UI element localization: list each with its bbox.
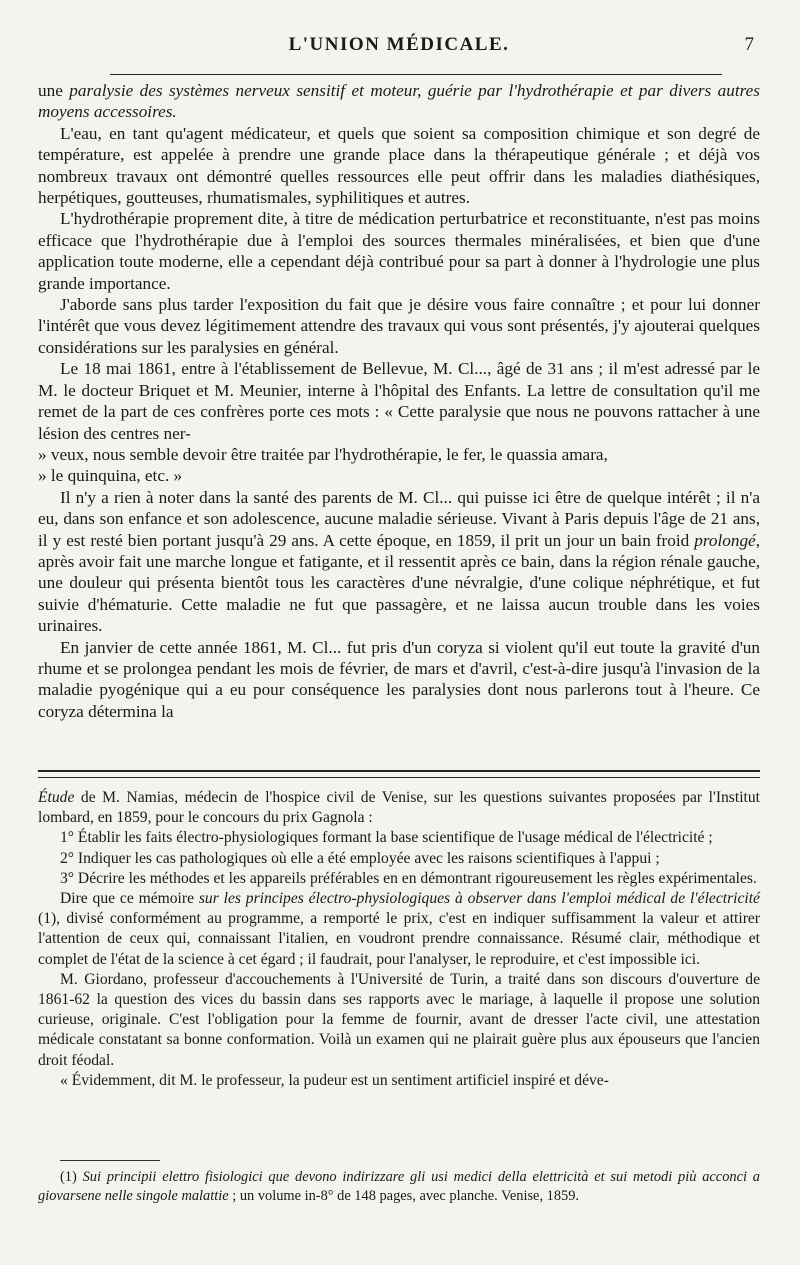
page-header	[38, 34, 760, 64]
page-number: 7	[744, 34, 754, 55]
list-item: 3° Décrire les méthodes et les appareils préférables en en démontrant rigoureusement les règles expérimentales.	[60, 869, 757, 887]
review-section	[38, 788, 760, 1091]
list-item: 1° Établir les faits électro-physiologiques formant la base scientifique de l'usage médical de l'électricité ;	[60, 829, 713, 847]
paragraph: J'aborde sans plus tarder l'exposition du fait que je désire vous faire connaître ; et pour lui donner l'intérêt que vous devez légitimement attendre des travaux qui vous sont présentés, j'y ajouterai quelques considérations sur les paralysies en général.	[38, 295, 760, 357]
running-title: L'UNION MÉDICALE.	[288, 34, 510, 55]
paragraph: Étude de M. Namias, médecin de l'hospice civil de Venise, sur les questions suivantes proposées par l'Institut lombard, en 1859, pour le concours du prix Gagnola :	[38, 789, 760, 827]
header-rule	[110, 74, 722, 75]
paragraph: En janvier de cette année 1861, M. Cl... fut pris d'un coryza si violent qu'il eut toute la gravité d'un rhume et se prolongea pendant les mois de février, de mars et d'avril, c'est-à-dire jusqu'à l'invasion de la maladie pyogénique qui a eu pour conséquence les paralysies dont nous parlerons tout à l'heure. Ce coryza détermina la	[38, 637, 760, 721]
footnote-rule	[60, 1160, 160, 1161]
article-body	[38, 80, 760, 722]
paragraph: « Évidemment, dit M. le professeur, la pudeur est un sentiment artificiel inspiré et déve-	[60, 1071, 609, 1089]
paragraph: une paralysie des systèmes nerveux sensitif et moteur, guérie par l'hydrothérapie et par divers autres moyens accessoires.	[38, 81, 760, 122]
paragraph: Dire que ce mémoire sur les principes électro-physiologiques à observer dans l'emploi médical de l'électricité (1), divisé conformément au programme, a remporté le prix, c'est en indiquer suffisamment la valeur et attirer l'attention de ceux qui, connaissant l'italien, en voudront prendre connaissance. Résumé clair, méthodique et complet de l'état de la science à cet égard ; il faudrait, pour l'analyser, le reproduire, et c'est impossible ici.	[38, 890, 760, 968]
paragraph: L'hydrothérapie proprement dite, à titre de médication perturbatrice et reconstituante, n'est pas moins efficace que l'hydrothérapie due à l'emploi des sources thermales minéralisées, et bien que d'une application toute moderne, elle a cependant déjà contribué pour sa part à donner à l'hydrologie une plus grande importance.	[38, 209, 760, 293]
paragraph: L'eau, en tant qu'agent médicateur, et quels que soient sa composition chimique et son degré de température, est appelée à prendre une grande place dans la thérapeutique générale ; et déjà vos nombreux travaux ont démontré quelles ressources elle peut offrir dans les maladies diathésiques, herpétiques, goutteuses, rhumatismales, syphilitiques et autres.	[38, 123, 760, 208]
footnote: (1) Sui principii elettro fisiologici que devono indirizzare gli usi medici della elettricità et sui metodi più acconci a giovarsene nelle singole malattie ; un volume in-8° de 148 pages, avec planche. Venise, 1859.	[38, 1169, 760, 1204]
quotation-line: » le quinquina, etc. »	[38, 466, 183, 486]
paragraph: Le 18 mai 1861, entre à l'établissement de Bellevue, M. Cl..., âgé de 31 ans ; il m'est adressé par le M. le docteur Briquet et M. Meunier, interne à l'hôpital des Enfants. La lettre de consultation qu'il me remet de la part de ces confrères porte ces mots : « Cette paralysie que nous ne pouvons rattacher à une lésion des centres ner-	[38, 359, 760, 443]
paragraph: M. Giordano, professeur d'accouchements à l'Université de Turin, a traité dans son discours d'ouverture de 1861-62 la question des vices du bassin dans ses rapports avec le mariage, à laquelle il propose une solution curieuse, originale. C'est l'obligation pour la femme de fournir, avant de dresser l'acte civil, une attestation médicale constatant sa bonne conformation. Voilà un examen qui ne plairait guère plus aux épouseurs que l'ancien droit féodal.	[38, 970, 760, 1069]
section-divider	[38, 770, 760, 778]
quotation-line: » veux, nous semble devoir être traitée par l'hydrothérapie, le fer, le quassia amara,	[38, 444, 608, 464]
paragraph: Il n'y a rien à noter dans la santé des parents de M. Cl... qui puisse ici être de quelque intérêt ; il n'a eu, dans son enfance et son adolescence, aucune maladie sérieuse. Vivant à Paris depuis l'âge de 21 ans, il y est resté bien portant jusqu'à 29 ans. A cette époque, en 1859, il prit un jour un bain froid prolongé, après avoir fait une marche longue et fatigante, et il ressentit après ce bain, dans la région rénale gauche, une douleur qui présenta bientôt tous les caractères d'une névralgie, d'une colique néphrétique, et fut suivie d'hématurie. Cette maladie ne fut que passagère, et ne laissa aucun trouble dans les voies urinaires.	[38, 487, 760, 636]
list-item: 2° Indiquer les cas pathologiques où elle a été employée avec les raisons scientifiques à l'appui ;	[60, 849, 660, 867]
